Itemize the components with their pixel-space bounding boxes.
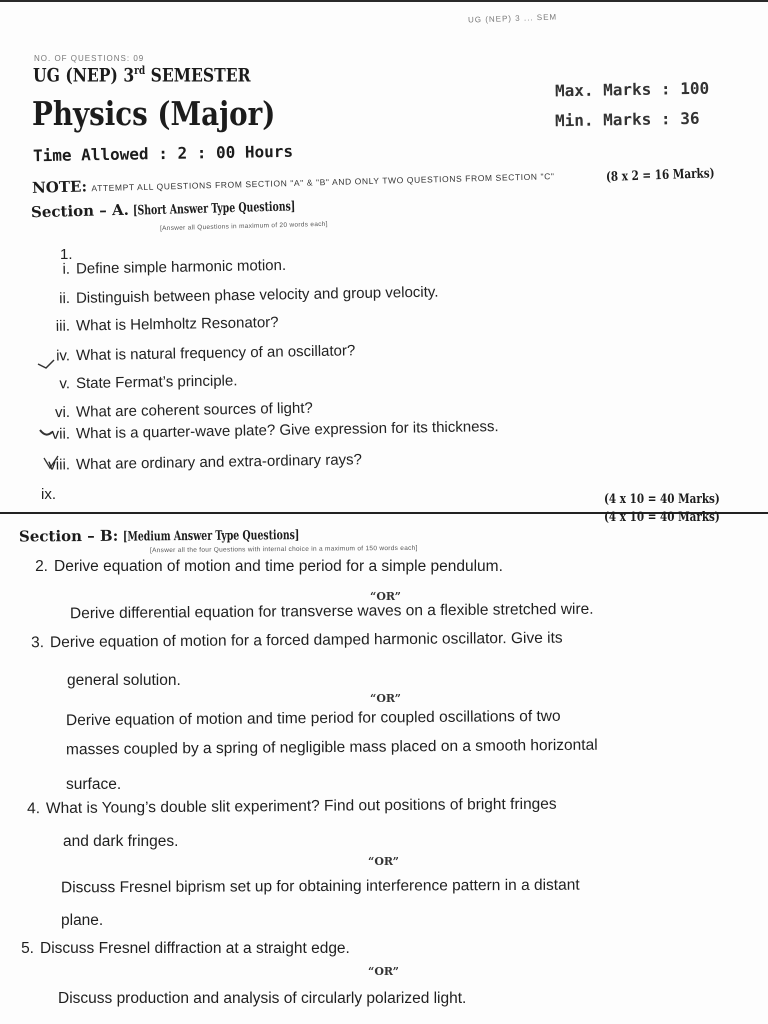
question-alternative: Discuss production and analysis of circularly polarized light. [58,990,467,1007]
time-allowed: Time Allowed : 2 : 00 Hours [32,141,294,166]
section-b-instruction: [Answer all the four Questions with internal choice in a maximum of 150 words each] [149,544,418,555]
question-continuation: and dark fringes. [63,833,179,850]
pen-tick-marks [36,352,66,482]
section-a-subtitle: [Short Answer Type Questions] [133,199,296,219]
question-alternative: Discuss Fresnel biprism set up for obtaining interference pattern in a distant [60,876,580,897]
section-a-marks: (8 x 2 = 16 Marks) [605,166,715,185]
section-b-marks: (4 x 10 = 40 Marks) [604,510,720,525]
list-item: v. State Fermat’s principle. [59,372,238,393]
or-separator: “OR” [368,965,399,978]
list-item: ii. Distinguish between phase velocity and group velocity. [59,283,439,308]
list-item: vii. What is a quarter-wave plate? Give expression for its thickness. [51,418,499,443]
list-item: viii. What are ordinary and extra-ordinary rays? [48,451,363,474]
section-a-instruction: [Answer all Questions in maximum of 20 words each] [159,220,328,233]
list-item: iv. What is natural frequency of an oscillator? [55,342,356,365]
list-item: vi. What are coherent sources of light? [54,399,313,422]
max-marks: Max. Marks : 100 [554,78,710,101]
list-item: iii. What is Helmholtz Resonator? [55,313,279,335]
top-border-line [0,0,768,2]
or-separator: “OR” [370,590,401,603]
section-b-heading [19,524,368,546]
question-item: 5. Discuss Fresnel diffraction at a straight edge. [21,940,350,957]
or-separator: “OR” [368,855,399,868]
question-alternative: Derive equation of motion and time period for coupled oscillations of two [65,707,561,730]
question-alternative: surface. [66,776,122,793]
section-b-subtitle: [Medium Answer Type Questions] [122,528,300,545]
question-1-number: 1. [60,246,73,263]
course-semester: UG (NEP) 3rd SEMESTER [33,64,251,87]
question-item: 2. Derive equation of motion and time period for a simple pendulum. [35,558,503,575]
section-b-marks-upper: (4 x 10 = 40 Marks) [604,492,720,507]
list-item: i. Define simple harmonic motion. [62,256,287,278]
section-a-title: Section – A. [30,200,130,222]
question-continuation: general solution. [67,672,181,689]
section-b-title: Section – B: [18,526,119,546]
question-alternative: Derive differential equation for transverse waves on a flexible stretched wire. [69,600,594,623]
subject-title: Physics (Major) [32,94,276,133]
list-item: ix. [41,486,56,503]
question-alternative: plane. [61,912,104,929]
question-item: 3. Derive equation of motion for a forced damped harmonic oscillator. Give its [30,629,563,652]
note-text: ATTEMPT ALL QUESTIONS FROM SECTION "A" & "B" AND ONLY TWO QUESTIONS FROM SECTION "C" [91,171,555,194]
min-marks: Min. Marks : 36 [554,108,700,131]
number-of-questions: NO. OF QUESTIONS: 09 [34,54,145,63]
question-item: 4. What is Young’s double slit experiment? Find out positions of bright fringes [26,795,557,818]
question-alternative: masses coupled by a spring of negligible mass placed on a smooth horizontal [65,736,598,759]
note-line [32,165,555,198]
section-a-heading [31,195,359,223]
top-faint-text: UG (NEP) 3 ... SEM [467,12,558,25]
or-separator: “OR” [370,692,401,705]
note-label: NOTE: [31,177,88,197]
